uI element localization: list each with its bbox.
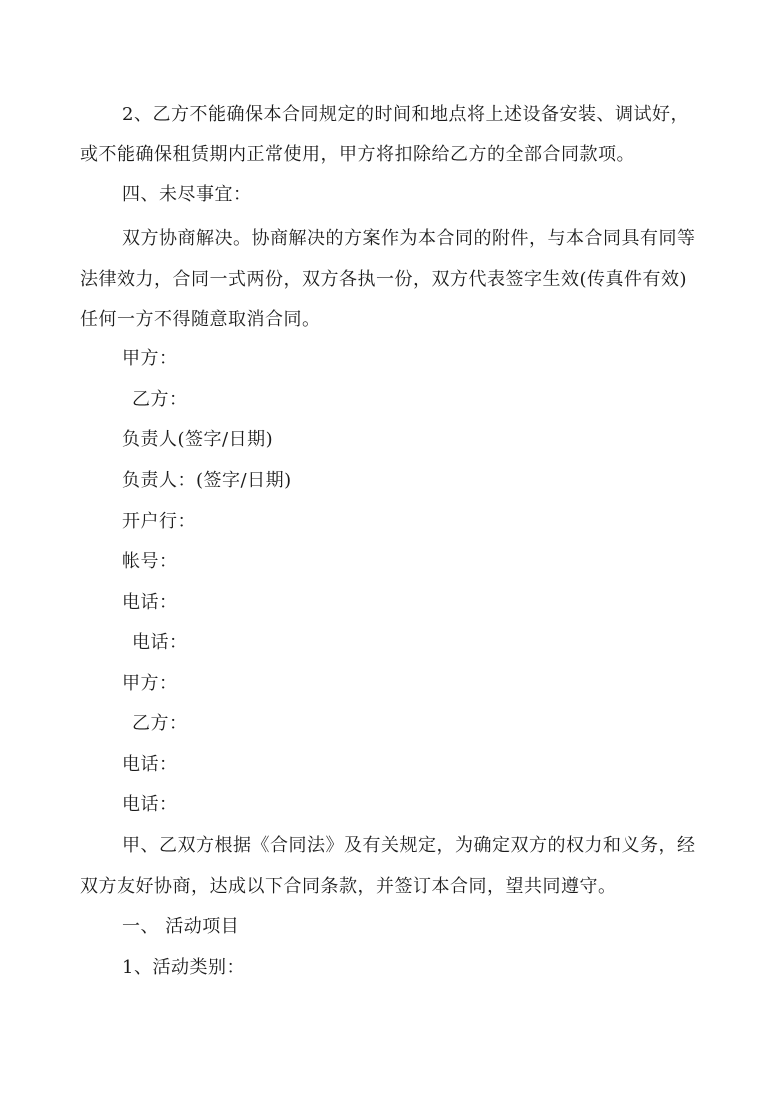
representative-a-label: 负责人(签字/日期) bbox=[122, 429, 274, 450]
account-label: 帐号： bbox=[122, 551, 178, 572]
section-4-heading: 四、未尽事宜： bbox=[122, 184, 252, 205]
section-4-para-line-2: 法律效力，合同一式两份，双方各执一份，双方代表签字生效(传真件有效) bbox=[80, 269, 688, 290]
party-a-label: 甲方： bbox=[122, 348, 178, 369]
representative-b-label: 负责人：(签字/日期) bbox=[122, 470, 292, 491]
section-4-para-line-1: 双方协商解决。协商解决的方案作为本合同的附件，与本合同具有同等 bbox=[122, 228, 696, 249]
preamble-line-1: 甲、乙双方根据《合同法》及有关规定，为确定双方的权力和义务，经 bbox=[122, 835, 696, 856]
item-1-label: 1、活动类别： bbox=[122, 957, 245, 978]
phone-label-4: 电话： bbox=[122, 794, 178, 815]
preamble-line-2: 双方友好协商，达成以下合同条款，并签订本合同，望共同遵守。 bbox=[80, 876, 617, 897]
phone-label-2: 电话： bbox=[132, 632, 188, 653]
phone-label-3: 电话： bbox=[122, 754, 178, 775]
party-b-label-2: 乙方： bbox=[132, 713, 188, 734]
party-b-label: 乙方： bbox=[132, 389, 188, 410]
party-a-label-2: 甲方： bbox=[122, 673, 178, 694]
bank-label: 开户行： bbox=[122, 511, 196, 532]
phone-label-1: 电话： bbox=[122, 592, 178, 613]
clause-2-line-2: 或不能确保租赁期内正常使用，甲方将扣除给乙方的全部合同款项。 bbox=[80, 144, 635, 165]
clause-2-line-1: 2、乙方不能确保本合同规定的时间和地点将上述设备安装、调试好， bbox=[122, 104, 689, 125]
section-4-para-line-3: 任何一方不得随意取消合同。 bbox=[80, 309, 321, 330]
section-1-heading: 一、 活动项目 bbox=[122, 916, 240, 937]
